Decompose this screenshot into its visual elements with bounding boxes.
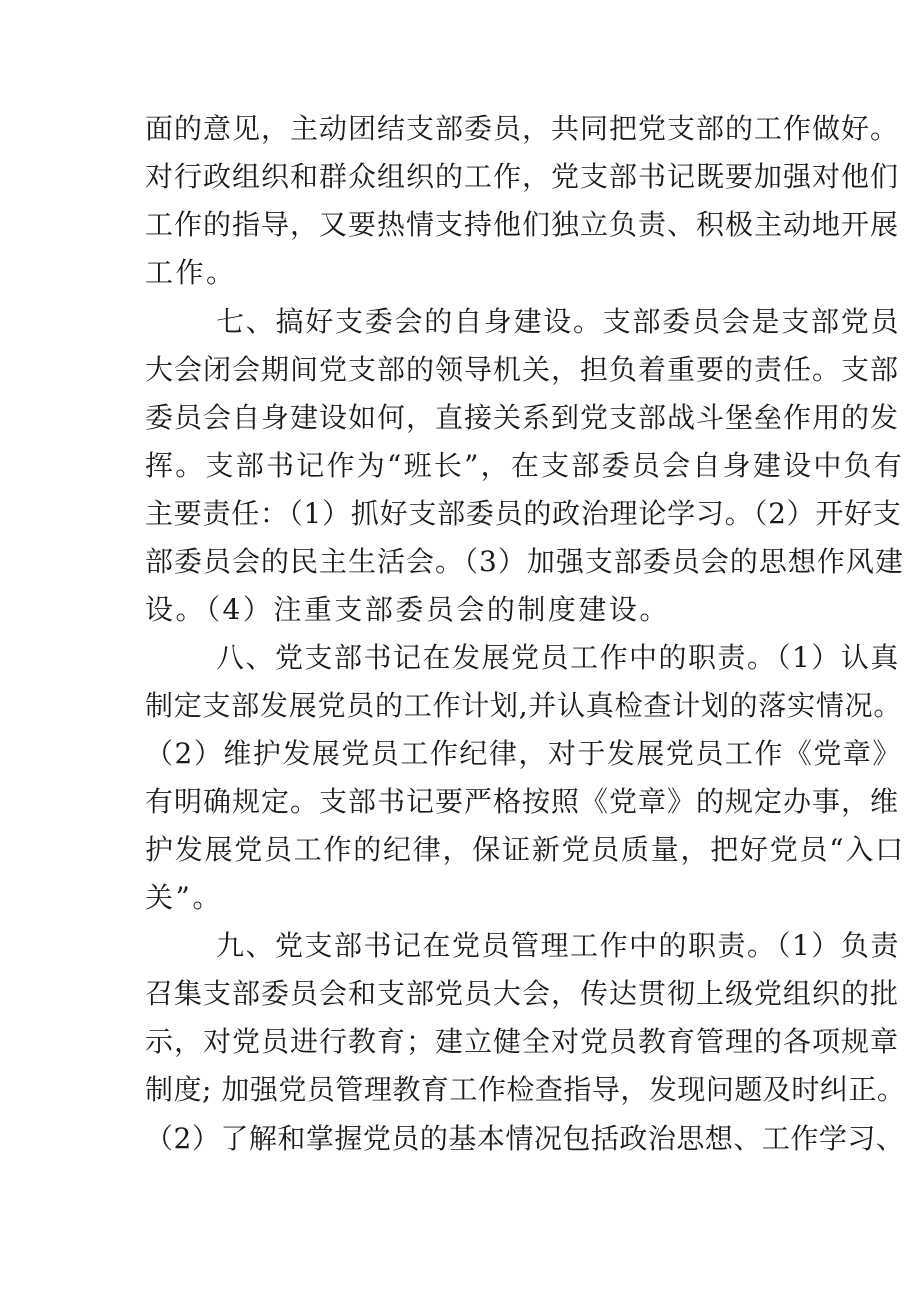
text-line: [0, 441, 920, 491]
line-text: 大会闭会期间党支部的领导机关，担负着重要的责任。支部: [145, 353, 900, 386]
text-line: [0, 104, 920, 154]
line-text: （2）了解和掌握党员的基本情况包括政治思想、工作学习、: [145, 1122, 905, 1155]
text-line: [0, 297, 920, 347]
text-line: [0, 152, 920, 202]
text-line: [0, 248, 920, 298]
line-text: 有明确规定。支部书记要严格按照《党章》的规定办事，维: [145, 785, 900, 818]
line-text: 委员会自身建设如何，直接关系到党支部战斗堡垒作用的发: [145, 401, 900, 434]
line-text: 制度; 加强党员管理教育工作检查指导，发现问题及时纠正。: [145, 1073, 906, 1106]
line-text: 设。（4）注重支部委员会的制度建设。: [145, 593, 670, 626]
line-text: 主要责任：（1）抓好支部委员的政治理论学习。（2）开好支: [145, 497, 902, 530]
text-line: [0, 345, 920, 395]
text-line: [0, 1114, 920, 1164]
line-text: 工作的指导，又要热情支持他们独立负责、积极主动地开展: [145, 208, 900, 241]
text-line: [0, 873, 920, 923]
line-text: 护发展党员工作的纪律，保证新党员质量，把好党员“入口: [145, 833, 905, 866]
line-text: 部委员会的民主生活会。（3）加强支部委员会的思想作风建: [145, 545, 904, 578]
text-line: [0, 393, 920, 443]
text-line: [0, 681, 920, 731]
text-line: [0, 200, 920, 250]
line-text: 九、党支部书记在党员管理工作中的职责。（1）负责: [216, 929, 900, 962]
text-line: [0, 729, 920, 779]
line-text: 制定支部发展党员的工作计划,并认真检查计划的落实情况。: [145, 689, 903, 722]
line-text: 召集支部委员会和支部党员大会，传达贯彻上级党组织的批: [145, 977, 900, 1010]
line-text: （2）维护发展党员工作纪律，对于发展党员工作《党章》: [145, 737, 902, 770]
line-text: 工作。: [145, 256, 237, 289]
text-line: [0, 969, 920, 1019]
line-text: 七、搞好支委会的自身建设。支部委员会是支部党员: [216, 305, 901, 338]
line-text: 对行政组织和群众组织的工作，党支部书记既要加强对他们: [145, 160, 900, 193]
line-text: 挥。支部书记作为“班长”，在支部委员会自身建设中负有: [145, 449, 905, 482]
line-text: 面的意见，主动团结支部委员，共同把党支部的工作做好。: [145, 112, 900, 145]
text-line: [0, 489, 920, 539]
text-line: [0, 585, 920, 635]
text-line: [0, 633, 920, 683]
text-line: [0, 825, 920, 875]
text-line: [0, 1065, 920, 1115]
text-line: [0, 537, 920, 587]
line-text: 八、党支部书记在发展党员工作中的职责。（1）认真: [216, 641, 900, 674]
text-line: [0, 921, 920, 971]
text-line: [0, 777, 920, 827]
text-line: [0, 1017, 920, 1067]
line-text: 关”。: [145, 881, 223, 914]
line-text: 示，对党员进行教育；建立健全对党员教育管理的各项规章: [145, 1025, 900, 1058]
